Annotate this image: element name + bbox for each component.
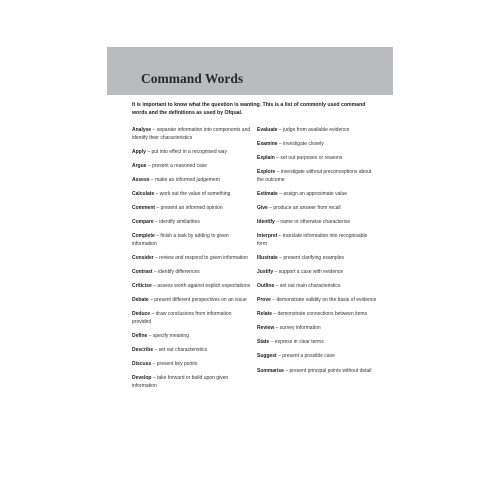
command-word-entry	[257, 269, 377, 277]
command-word-term: Calculate	[132, 190, 155, 197]
command-word-entry	[257, 353, 377, 361]
command-word-term: State	[257, 339, 270, 346]
command-word-term: Apply	[132, 148, 146, 155]
command-word-entry	[132, 361, 252, 369]
command-word-definition: – set out characteristics	[153, 346, 208, 353]
command-word-definition: – demonstrate validity on the basis of evidence	[270, 297, 377, 304]
command-word-definition: – investigate without preconceptions about the outcome	[257, 169, 372, 183]
command-word-term: Suggest	[257, 353, 277, 360]
command-word-definition: – draw conclusions from information provided	[132, 311, 232, 325]
command-word-term: Consider	[132, 254, 154, 261]
command-word-term: Compare	[132, 219, 154, 226]
command-word-definition: – specify meaning	[147, 332, 189, 339]
command-word-definition: – identify differences	[152, 268, 200, 275]
command-word-entry	[257, 325, 377, 333]
left-column	[132, 127, 252, 397]
command-word-term: Give	[257, 204, 268, 211]
command-word-entry	[132, 255, 252, 263]
header-band	[107, 47, 393, 95]
command-word-definition: – judge from available evidence	[277, 127, 350, 133]
command-word-definition: – present a possible case	[276, 353, 335, 360]
command-word-term: Estimate	[257, 190, 278, 197]
command-word-term: Contrast	[132, 268, 153, 275]
command-word-term: Define	[132, 332, 148, 339]
command-word-entry	[132, 297, 252, 305]
command-word-entry	[132, 269, 252, 277]
command-word-term: Explain	[257, 155, 275, 162]
command-word-entry	[257, 219, 377, 227]
command-word-entry	[257, 205, 377, 213]
command-word-term: Interpret	[257, 233, 278, 240]
command-word-entry	[132, 191, 252, 199]
command-word-definition: – produce an answer from recall	[267, 204, 341, 211]
command-word-term: Illustrate	[257, 254, 278, 261]
command-word-entry	[257, 155, 377, 163]
command-word-definition: – express in clear terms	[269, 339, 324, 346]
command-word-definition: – work out the value of something	[154, 190, 231, 197]
command-word-term: Analyse	[132, 127, 152, 133]
command-word-definition: – present a reasoned case	[146, 162, 208, 169]
command-word-term: Argue	[132, 162, 147, 169]
command-word-entry	[132, 283, 252, 291]
command-word-term: Criticise	[132, 282, 152, 289]
command-word-definition: – investigate closely	[277, 141, 324, 148]
command-word-entry	[257, 191, 377, 199]
command-word-definition: – finish a task by adding to given information	[132, 233, 229, 247]
command-word-definition: – demonstrate connections between items	[272, 311, 368, 318]
command-word-definition: – translate information into recognisable form	[257, 233, 368, 247]
command-word-definition: – take forward or build upon given information	[132, 375, 229, 389]
command-word-definition: – present key points	[151, 360, 198, 367]
command-word-term: Describe	[132, 346, 154, 353]
command-word-definition: – review and respond to given information	[153, 254, 248, 261]
command-word-definition: – present an informed opinion	[155, 204, 223, 211]
command-word-term: Examine	[257, 141, 278, 148]
command-word-entry	[132, 163, 252, 171]
command-word-definition: – assign an approximate value	[277, 190, 348, 197]
command-word-term: Develop	[132, 375, 152, 381]
command-word-definition: – present clarifying examples	[277, 254, 344, 261]
command-word-entry	[257, 283, 377, 291]
command-word-entry	[132, 219, 252, 227]
command-word-entry	[257, 127, 377, 135]
right-column	[257, 127, 377, 382]
command-word-entry	[257, 368, 377, 376]
command-word-definition: – assess worth against explicit expectations	[151, 282, 251, 289]
command-word-definition: – put into effect in a recognised way	[145, 148, 227, 155]
command-word-term: Complete	[132, 233, 155, 240]
command-word-term: Evaluate	[257, 127, 278, 133]
command-word-entry	[132, 205, 252, 213]
command-word-term: Justify	[257, 268, 274, 275]
command-word-entry	[257, 233, 377, 248]
command-word-definition: – make an informed judgement	[149, 176, 220, 183]
page-title: Command Words	[141, 71, 244, 86]
document-page	[107, 47, 393, 453]
command-word-entry	[257, 297, 377, 305]
command-word-term: Summarise	[257, 367, 284, 374]
command-word-entry	[132, 347, 252, 355]
command-word-term: Outline	[257, 282, 275, 289]
command-word-entry	[132, 127, 252, 142]
command-word-entry	[132, 311, 252, 326]
command-word-definition: – name or otherwise characterise	[274, 219, 351, 226]
command-word-term: Comment	[132, 204, 156, 211]
command-word-definition: – set out purposes or reasons	[274, 155, 343, 162]
command-word-entry	[257, 255, 377, 263]
command-word-term: Identify	[257, 219, 275, 226]
command-word-definition: – present different perspectives on an issue	[148, 297, 247, 304]
command-word-definition: – identify similarities	[153, 219, 200, 226]
command-word-entry	[132, 333, 252, 341]
intro-paragraph: It is important to know what the question is wanting. This is a list of commonly used command words and the definitions as used by Ofqual.	[132, 102, 366, 116]
command-word-term: Assess	[132, 176, 150, 183]
command-word-term: Deduce	[132, 311, 151, 318]
command-word-entry	[132, 375, 252, 390]
command-word-term: Relate	[257, 311, 273, 318]
command-word-term: Debate	[132, 297, 149, 304]
command-word-definition: – set out main characteristics	[274, 282, 341, 289]
command-word-definition: – survey information	[274, 325, 321, 332]
command-word-definition: – separate information into components and identify their characteristics	[132, 127, 251, 141]
command-word-entry	[132, 233, 252, 248]
command-word-entry	[132, 149, 252, 157]
command-word-term: Review	[257, 325, 275, 332]
command-word-entry	[257, 141, 377, 149]
command-word-term: Discuss	[132, 360, 152, 367]
command-word-term: Prove	[257, 297, 271, 304]
command-word-entry	[257, 311, 377, 319]
command-word-entry	[132, 177, 252, 185]
command-word-definition: – support a case with evidence	[273, 268, 344, 275]
command-word-term: Explore	[257, 169, 276, 176]
command-word-definition: – present principal points without detail	[283, 367, 372, 374]
command-word-entry	[257, 339, 377, 347]
command-word-entry	[257, 169, 377, 184]
